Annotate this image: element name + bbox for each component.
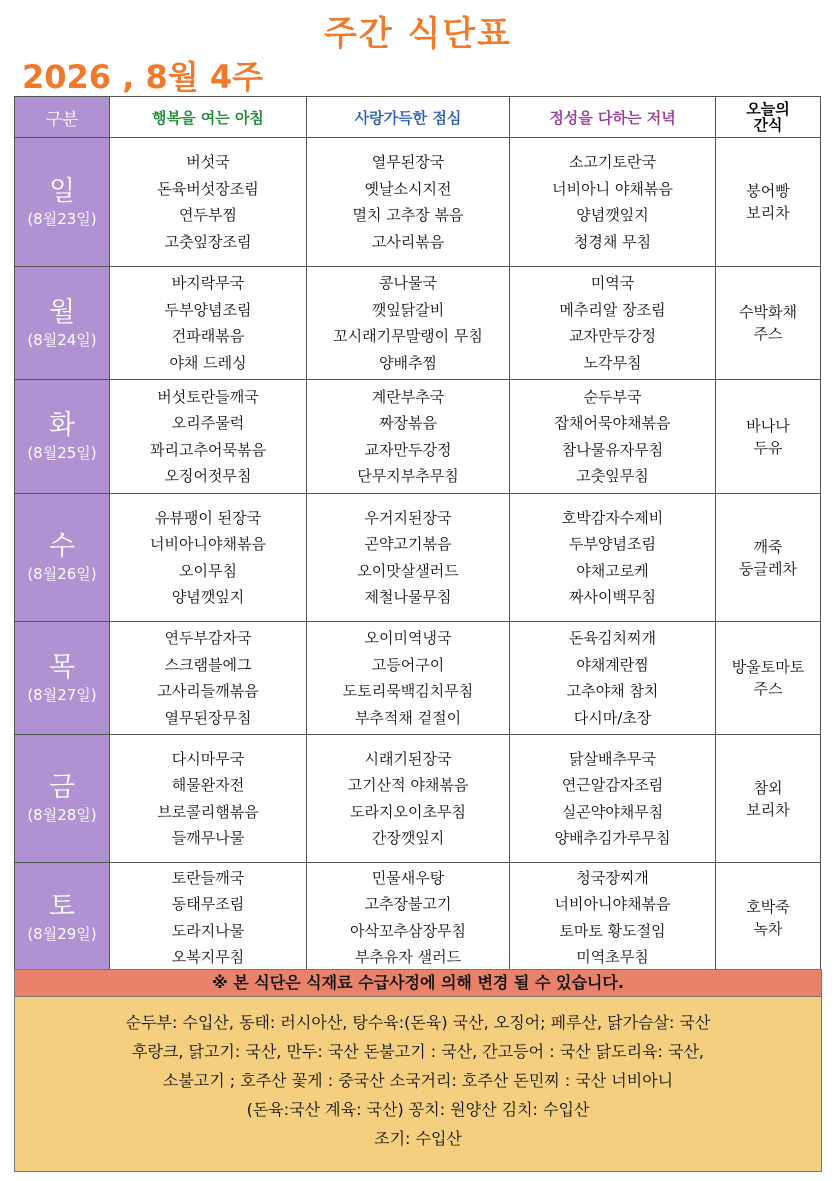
lunch-cell xyxy=(307,735,510,863)
snack-item: 두유 xyxy=(753,438,783,457)
dinner-item: 순두부국 xyxy=(583,387,642,406)
breakfast-item: 두부양념조림 xyxy=(164,300,252,319)
breakfast-item: 너비아니야채볶음 xyxy=(150,535,266,553)
day-name: 월 xyxy=(48,296,76,328)
snack-item: 호박죽 xyxy=(746,897,790,916)
snack-cell xyxy=(716,494,821,622)
origin-line: 조기: 수입산 xyxy=(374,1129,462,1148)
lunch-cell xyxy=(307,494,510,622)
day-date: (8월24일) xyxy=(27,330,97,349)
snack-cell xyxy=(716,380,821,494)
day-cell xyxy=(15,380,110,494)
breakfast-item: 버섯국 xyxy=(186,153,230,171)
snack-item: 주스 xyxy=(753,680,783,698)
lunch-item: 깻잎닭갈비 xyxy=(371,300,445,319)
day-row xyxy=(15,735,821,863)
dinner-item: 청경채 무침 xyxy=(573,232,652,251)
day-date: (8월29일) xyxy=(27,925,97,943)
header-lunch: 사랑가득한 점심 xyxy=(307,97,510,138)
dinner-item: 메추리알 장조림 xyxy=(559,300,666,319)
dinner-cell xyxy=(510,622,716,735)
breakfast-item: 고사리들깨볶음 xyxy=(157,682,259,700)
breakfast-item: 연두부찜 xyxy=(179,206,237,224)
breakfast-item: 동태무조림 xyxy=(171,895,245,913)
lunch-item: 민물새우탕 xyxy=(371,868,445,887)
dinner-item: 짜사이백무침 xyxy=(569,588,656,606)
lunch-item: 멸치 고추장 볶음 xyxy=(352,206,464,224)
origin-line: 소불고기 ; 호주산 꽃게 : 중국산 소국거리: 호주산 돈민찌 : 국산 너비아니 xyxy=(162,1071,674,1090)
breakfast-cell xyxy=(110,138,307,267)
snack-item: 수박화채 xyxy=(739,303,797,321)
dinner-item: 연근알감자조림 xyxy=(561,776,664,794)
header-dinner: 정성을 다하는 저녁 xyxy=(510,97,716,138)
breakfast-item: 오복지무침 xyxy=(171,948,245,966)
breakfast-item: 도라지나물 xyxy=(171,921,245,940)
snack-item: 녹차 xyxy=(753,919,783,938)
breakfast-item: 바지락무국 xyxy=(171,274,245,292)
origin-info xyxy=(14,996,822,1172)
dinner-item: 너비아니 야채볶음 xyxy=(552,179,673,198)
day-cell xyxy=(15,267,110,380)
dinner-item: 고춧잎무침 xyxy=(576,467,649,485)
dinner-item: 양배추김가루무침 xyxy=(554,829,671,847)
lunch-item: 계란부추국 xyxy=(371,387,445,406)
day-date: (8월28일) xyxy=(27,806,97,824)
lunch-item: 짜장볶음 xyxy=(379,414,437,432)
origin-line: (돈육:국산 계육: 국산) 꽁치: 원양산 김치: 수입산 xyxy=(246,1100,590,1119)
origin-line: 순두부: 수입산, 동태: 러시아산, 탕수육:(돈육) 국산, 오징어; 페루산, 닭가슴살: 국산 xyxy=(125,1013,711,1032)
dinner-cell xyxy=(510,735,716,863)
lunch-item: 부추유자 샐러드 xyxy=(354,948,462,966)
breakfast-item: 다시마무국 xyxy=(171,749,245,768)
snack-cell xyxy=(716,622,821,735)
lunch-item: 시래기된장국 xyxy=(364,749,452,768)
lunch-cell xyxy=(307,863,510,973)
meal-table xyxy=(14,96,821,973)
day-name: 일 xyxy=(48,175,76,207)
change-notice: ※ 본 식단은 식재료 수급사정에 의해 변경 될 수 있습니다. xyxy=(14,969,822,997)
dinner-item: 야채고로케 xyxy=(576,561,649,580)
header-category: 구분 xyxy=(15,97,110,138)
breakfast-cell xyxy=(110,494,307,622)
dinner-item: 소고기토란국 xyxy=(569,153,656,171)
lunch-item: 부추적채 겉절이 xyxy=(354,708,462,727)
day-cell xyxy=(15,863,110,973)
lunch-item: 오이맛살샐러드 xyxy=(357,561,459,580)
breakfast-item: 건파래볶음 xyxy=(171,327,245,345)
snack-cell xyxy=(716,267,821,380)
menu-page xyxy=(14,0,822,1170)
dinner-cell xyxy=(510,138,716,267)
lunch-item: 간장깻잎지 xyxy=(371,829,445,847)
lunch-item: 고추장불고기 xyxy=(364,895,452,913)
breakfast-item: 야채 드레싱 xyxy=(169,353,247,372)
snack-item: 방울토마토 xyxy=(731,658,805,676)
dinner-item: 미역국 xyxy=(590,274,635,292)
lunch-item: 고등어구이 xyxy=(371,655,445,674)
snack-item: 참외 xyxy=(753,778,783,797)
origin-line: 후랑크, 닭고기: 국산, 만두: 국산 돈불고기 : 국산, 간고등어 : 국산 닭도리육: 국산, xyxy=(131,1042,704,1061)
day-row xyxy=(15,380,821,494)
breakfast-cell xyxy=(110,735,307,863)
lunch-item: 열무된장국 xyxy=(371,153,445,171)
breakfast-item: 스크램블에그 xyxy=(164,655,252,674)
breakfast-item: 들깨무나물 xyxy=(171,829,245,847)
week-label: 2026 , 8월 4주 xyxy=(22,58,263,96)
day-date: (8월25일) xyxy=(27,444,97,462)
page-title: 주간 식단표 xyxy=(323,14,513,54)
day-name: 화 xyxy=(48,410,76,441)
day-row xyxy=(15,267,821,380)
dinner-item: 잡채어묵야채볶음 xyxy=(554,414,671,432)
breakfast-item: 오이무침 xyxy=(179,561,237,580)
lunch-cell xyxy=(307,267,510,380)
day-row xyxy=(15,138,821,267)
snack-item: 깨죽 xyxy=(753,537,783,556)
dinner-item: 실곤약야채무침 xyxy=(561,802,664,821)
day-row xyxy=(15,863,821,973)
breakfast-item: 오징어젓무침 xyxy=(164,467,252,485)
snack-item: 보리차 xyxy=(746,204,790,222)
lunch-item: 교자만두강정 xyxy=(364,440,452,459)
dinner-item: 고추야채 참치 xyxy=(566,682,659,700)
breakfast-item: 해물완자전 xyxy=(171,776,245,794)
header-breakfast: 행복을 여는 아침 xyxy=(110,97,307,138)
day-date: (8월27일) xyxy=(27,685,97,704)
dinner-cell xyxy=(510,494,716,622)
snack-cell xyxy=(716,863,821,973)
day-cell xyxy=(15,494,110,622)
lunch-cell xyxy=(307,622,510,735)
snack-item: 바나나 xyxy=(746,416,790,435)
snack-item: 붕어빵 xyxy=(746,182,790,200)
dinner-item: 미역초무침 xyxy=(576,948,649,966)
day-name: 토 xyxy=(48,891,76,922)
day-cell xyxy=(15,138,110,267)
lunch-item: 우거지된장국 xyxy=(364,508,452,527)
day-cell xyxy=(15,735,110,863)
snack-item: 보리차 xyxy=(746,800,790,819)
dinner-item: 닭살배추무국 xyxy=(569,749,656,768)
snack-item: 주스 xyxy=(753,325,783,343)
day-name: 수 xyxy=(48,531,76,562)
lunch-item: 양배추찜 xyxy=(379,353,437,372)
dinner-item: 두부양념조림 xyxy=(569,535,656,553)
header-row xyxy=(15,97,821,138)
lunch-item: 곤약고기볶음 xyxy=(364,535,452,553)
breakfast-item: 브로콜리햄볶음 xyxy=(157,802,259,821)
breakfast-item: 꽈리고추어묵볶음 xyxy=(150,440,266,459)
dinner-item: 양념깻잎지 xyxy=(576,206,649,224)
breakfast-item: 토란들깨국 xyxy=(171,868,245,887)
dinner-item: 토마토 황도절임 xyxy=(559,921,666,940)
dinner-item: 교자만두강정 xyxy=(569,327,656,345)
breakfast-cell xyxy=(110,267,307,380)
breakfast-item: 유뷰팽이 된장국 xyxy=(154,508,262,527)
breakfast-item: 고춧잎장조림 xyxy=(164,232,252,251)
lunch-item: 오이미역냉국 xyxy=(364,629,452,647)
snack-cell xyxy=(716,138,821,267)
dinner-item: 돈육김치찌개 xyxy=(569,629,656,647)
lunch-item: 고사리볶음 xyxy=(371,232,445,251)
day-date: (8월23일) xyxy=(27,209,97,228)
breakfast-item: 열무된장무침 xyxy=(164,708,252,727)
lunch-item: 도토리묵백김치무침 xyxy=(342,682,474,700)
breakfast-cell xyxy=(110,863,307,973)
breakfast-cell xyxy=(110,380,307,494)
dinner-item: 노각무침 xyxy=(583,353,642,372)
lunch-item: 단무지부추무침 xyxy=(357,467,459,485)
breakfast-item: 돈육버섯장조림 xyxy=(157,179,259,198)
lunch-item: 아삭꼬추삼장무침 xyxy=(350,921,466,940)
lunch-cell xyxy=(307,138,510,267)
day-cell xyxy=(15,622,110,735)
lunch-item: 고기산적 야채볶음 xyxy=(347,776,469,794)
dinner-cell xyxy=(510,863,716,973)
dinner-item: 너비아니야채볶음 xyxy=(554,895,671,913)
lunch-cell xyxy=(307,380,510,494)
header-snack-line2: 간식 xyxy=(753,116,783,134)
day-row xyxy=(15,494,821,622)
breakfast-item: 양념깻잎지 xyxy=(171,588,245,606)
snack-cell xyxy=(716,735,821,863)
dinner-item: 호박감자수제비 xyxy=(561,508,664,527)
header-snack-line1: 오늘의 xyxy=(746,100,790,118)
dinner-item: 야채계란찜 xyxy=(576,655,649,674)
lunch-item: 옛날소시지전 xyxy=(364,179,452,198)
dinner-item: 참나물유자무침 xyxy=(561,440,664,459)
breakfast-item: 오리주물럭 xyxy=(171,414,245,432)
dinner-item: 청국장찌개 xyxy=(576,868,649,887)
day-name: 금 xyxy=(48,772,76,803)
day-date: (8월26일) xyxy=(27,565,97,583)
snack-item: 둥글레차 xyxy=(739,559,797,578)
day-name: 목 xyxy=(48,651,76,683)
breakfast-cell xyxy=(110,622,307,735)
breakfast-item: 버섯토란들깨국 xyxy=(157,387,259,406)
header-snack xyxy=(716,97,821,138)
dinner-cell xyxy=(510,380,716,494)
day-row xyxy=(15,622,821,735)
lunch-item: 꼬시래기무말랭이 무침 xyxy=(333,327,483,345)
dinner-cell xyxy=(510,267,716,380)
lunch-item: 도라지오이초무침 xyxy=(350,802,466,821)
dinner-item: 다시마/초장 xyxy=(573,708,652,727)
breakfast-item: 연두부감자국 xyxy=(164,629,252,647)
lunch-item: 콩나물국 xyxy=(379,274,437,292)
lunch-item: 제철나물무침 xyxy=(364,588,452,606)
